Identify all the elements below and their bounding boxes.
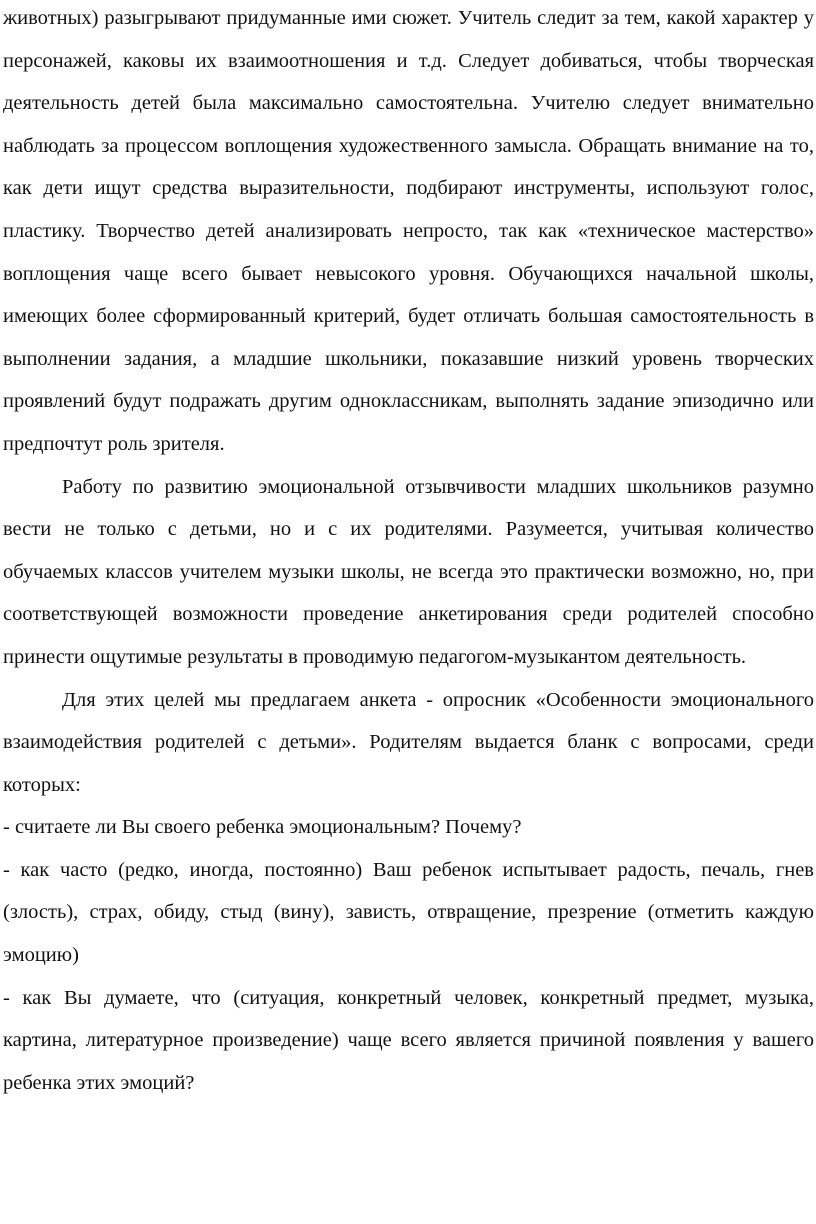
paragraph-1: животных) разыгрывают придуманные ими сюжет. Учитель следит за тем, какой характер у персонажей, каковы их взаимоотношения и т.д. Следует добиваться, чтобы творческая деятельность детей была максимально самостоятельна. Учителю следует внимательно наблюдать за процессом воплощения художественного замысла. Обращать внимание на то, как дети ищут средства выразительности, подбирают инструменты, используют голос, пластику. Творчество детей анализировать непросто, так как «техническое мастерство» воплощения чаще всего бывает невысокого уровня. Обучающихся начальной школы, имеющих более сформированный критерий, будет отличать большая самостоятельность в выполнении задания, а младшие школьники, показавшие низкий уровень творческих проявлений будут подражать другим одноклассникам, выполнять задание эпизодично или предпочтут роль зрителя.	[3, 7, 814, 455]
paragraph-2: Работу по развитию эмоциональной отзывчивости младших школьников разумно вести не только с детьми, но и с их родителями. Разумеется, учитывая количество обучаемых классов учителем музыки школы, не всегда это практически возможно, но, при соответствующей возможности проведение анкетирования среди родителей способно принести ощутимые результаты в проводимую педагогом-музыкантом деятельность.	[3, 475, 814, 668]
paragraph-3: Для этих целей мы предлагаем анкета - опросник «Особенности эмоционального взаимодействия родителей с детьми». Родителям выдается бланк с вопросами, среди которых:	[3, 688, 814, 796]
question-1: - считаете ли Вы своего ребенка эмоциональным? Почему?	[3, 816, 522, 839]
question-3: - как Вы думаете, что (ситуация, конкретный человек, конкретный предмет, музыка, картина, литературное произведение) чаще всего является причиной появления у вашего ребенка этих эмоций?	[3, 986, 814, 1094]
question-2: - как часто (редко, иногда, постоянно) Ваш ребенок испытывает радость, печаль, гнев (злость), страх, обиду, стыд (вину), зависть, отвращение, презрение (отметить каждую эмоцию)	[3, 858, 814, 967]
